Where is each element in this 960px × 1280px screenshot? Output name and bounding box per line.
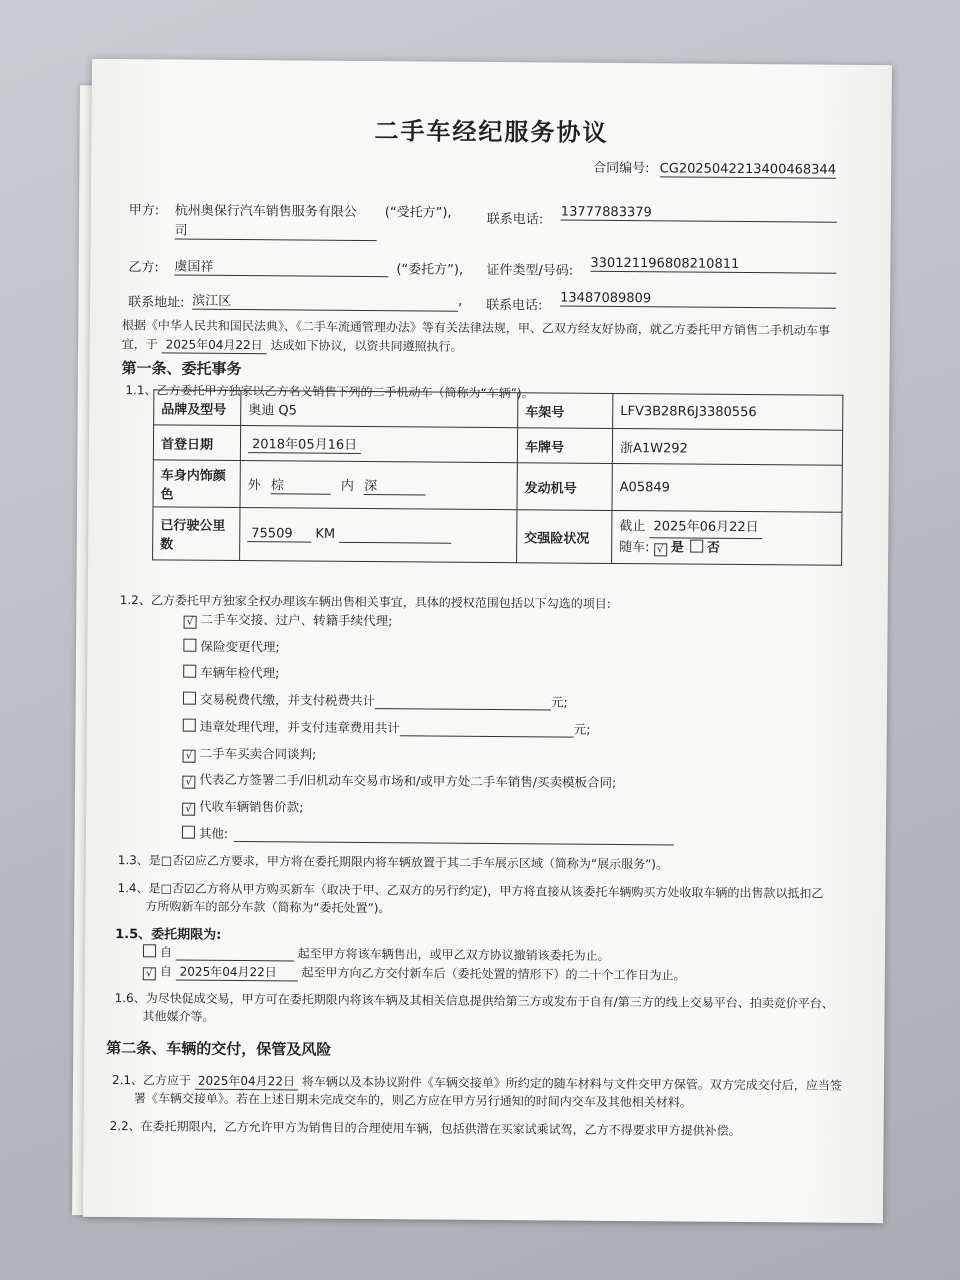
exterior-label: 外 [247,478,261,494]
checklist-item [183,716,591,737]
document-title: 二手车经纪服务协议 [374,117,609,147]
party-b-phone-label: 联系电话: [486,297,543,314]
party-b-address: 滨江区 [192,290,458,312]
clause-2-1-prefix: 2.1、乙方应于 [111,1073,192,1088]
checklist-item [182,743,316,763]
checklist-checkbox[interactable] [183,692,196,705]
brand-label: 品牌及型号 [154,390,241,426]
follow-label: 随车: [619,539,650,555]
term-b-date: 2025年04月22日 [176,963,298,982]
follow-row [619,538,834,560]
section-1-title: 第一条、委托事务 [121,359,242,379]
clause-2-1-date: 2025年04月22日 [195,1072,298,1091]
table-row [153,460,842,512]
clause-1-5-title: 1.5、委托期限为: [115,927,222,943]
checklist-item [182,823,674,845]
interior-color: 深 [364,475,426,495]
mileage-label: 已行驶公里数 [153,507,240,561]
term-option-b [143,962,686,984]
clause-2-1-line2: 署《车辆交接单》。若在上述日期未完成交车的，则乙方应在甲方另行通知的时间内交车及其他相关材料。 [133,1091,692,1110]
intro-prefix: 宜，于 [121,337,158,352]
checklist-checkbox[interactable]: √ [182,776,195,789]
section-2-title: 第二条、车辆的交付，保管及风险 [106,1039,332,1059]
checklist-label: 代表乙方签署二手/旧机动车交易市场和/或甲方处二手车销售/买卖模板合同; [199,771,617,791]
clause-1-6-line1: 1.6、为尽快促成交易，甲方可在委托期限内将该车辆及其相关信息提供给第三方或发布于自有/第三方的线上交易平台、拍卖竞价平台、 [114,991,834,1011]
term-b-text: 起至甲方向乙方交付新车后（委托处置的情形下）的二十个工作日为止。 [301,965,686,983]
address-label: 联系地址: [128,295,185,311]
engine-value: A05849 [612,463,842,512]
term-option-a [143,943,610,964]
vin-label: 车架号 [518,393,613,429]
term-a-date [176,946,294,962]
intro-line-2 [122,335,463,356]
color-label: 车身内饰颜色 [153,460,240,508]
clause-1-4-line2: 方所购新车的部分车款（简称为“委托处置”)。 [145,899,391,916]
checklist-item [182,796,303,816]
term-a-text: 起至甲方将该车辆售出，或甲乙双方协议撤销该委托为止。 [297,946,610,963]
party-b-id: 330121196808210811 [590,256,836,274]
other-blank[interactable] [234,826,674,845]
intro-date: 2025年04月22日 [162,335,267,354]
checklist-item [184,610,393,631]
contract-number [593,157,836,179]
engine-label: 发动机号 [517,463,612,511]
checklist-label: 保险变更代理; [200,638,280,655]
follow-yes-label: 是 [670,539,684,556]
checklist-label: 交易税费代缴，并支付税费共计 [199,691,376,709]
mileage-unit: KM [315,526,336,542]
party-b-role: (“委托方”), [396,262,464,278]
amount-unit: 元; [550,694,568,710]
checklist-checkbox[interactable] [182,825,195,838]
party-b-id-label: 证件类型/号码: [486,262,574,279]
checklist-checkbox[interactable]: √ [182,749,195,762]
contract-page [83,59,892,1223]
party-b-phone: 13487089809 [560,291,836,309]
amount-unit: 元; [573,721,591,737]
vin-value: LFV3B28R6J3380556 [613,393,843,430]
checklist-item [182,770,616,792]
checklist-label: 二手车买卖合同谈判; [199,745,317,762]
checklist-label: 代收车辆销售价款; [199,798,304,815]
reg-date-value: 2018年05月16日 [248,433,361,454]
color-cell [240,461,517,510]
follow-no-checkbox[interactable] [690,539,703,552]
address-comma: , [458,293,463,309]
clause-1-1: 1.1、乙方委托甲方独家以乙方名义销售下列的二手机动车（简称为“车辆”)。 [125,383,534,401]
party-a-role: (“受托方”), [384,205,452,221]
reg-date-label: 首登日期 [153,425,240,461]
contract-number-label: 合同编号: [593,160,650,177]
follow-no-label: 否 [706,540,720,556]
follow-yes-checkbox[interactable]: √ [654,543,667,556]
plate-value: 浙A1W292 [612,428,842,465]
clause-2-1-suffix: 将车辆以及本协议附件《车辆交接单》所约定的随车材料与文件交甲方保管。双方完成交付后，应当签 [301,1074,842,1093]
mileage-cell [240,508,517,563]
checklist-checkbox[interactable] [183,665,196,678]
term-b-checkbox[interactable]: √ [143,967,156,980]
checklist-label: 违章处理代理，并支付违章费用共计 [199,718,400,736]
clause-1-2: 1.2、乙方委托甲方独家全权办理该车辆出售相关事宜，具体的授权范围包括以下勾选的项目: [119,593,611,611]
checklist-label: 二手车交接、过户、转籍手续代理; [200,611,393,629]
checklist-checkbox[interactable] [183,638,196,651]
insurance-until-label: 截止 [619,518,646,534]
term-a-from: 自 [159,945,173,960]
checklist-checkbox[interactable]: √ [184,616,197,629]
checklist-label: 其他: [198,825,229,841]
checklist-item [183,636,279,655]
checklist-label: 车辆年检代理; [200,665,280,681]
clause-1-6-line2: 其他媒介等。 [142,1009,215,1024]
clause-1-3: 1.3、是□否☑应乙方要求，甲方将在委托期限内将车辆放置于其二手车展示区域（简称为“展示服务”)。 [117,853,669,872]
term-b-from: 自 [159,964,172,979]
checklist-item [183,690,568,711]
intro-line-1: 根据《中华人民共和国民法典》、《二手车流通管理办法》等有关法律法规，甲、乙双方经友好协商，就乙方委托甲方销售二手机动车事 [121,318,830,338]
checklist-checkbox[interactable] [183,718,196,731]
brand-value: 奥迪 Q5 [241,391,518,428]
table-row [154,390,843,430]
amount-blank[interactable] [375,693,551,710]
insurance-until-date: 2025年06月22日 [649,517,762,539]
contract-number-value: CG2025042213400468344 [659,161,837,178]
table-row [153,425,842,465]
insurance-cell [612,510,842,565]
party-a-phone-label: 联系电话: [486,211,544,228]
term-a-checkbox[interactable] [143,944,156,957]
vehicle-info-table [152,389,843,565]
plate-label: 车牌号 [517,428,612,464]
interior-label: 内 [340,478,355,494]
insurance-label: 交强险状况 [517,510,612,564]
party-a-name-line2: 司 [175,220,377,242]
checklist-item [183,663,279,682]
party-b-name: 虞国祥 [174,256,388,278]
mileage-value: 75509 [247,526,311,543]
clause-2-2: 2.2、在委托期限内，乙方允许甲方为销售目的合理使用车辆，包括供潜在买家试乘试驾，乙方不得要求甲方提供补偿。 [109,1119,741,1138]
checklist-checkbox[interactable]: √ [182,802,195,815]
mileage-blank [339,527,451,544]
exterior-color: 棕 [271,474,331,494]
amount-blank[interactable] [400,720,574,737]
table-row [153,507,842,565]
clause-1-4-line1: 1.4、是□否☑乙方将从甲方购买新车（取决于甲、乙双方的另行约定)，甲方将直接从该委托车辆购买方处收取车辆的出售款以抵扣乙 [117,881,824,901]
intro-suffix: 达成如下协议，以资共同遵照执行。 [270,338,463,354]
party-a-label: 甲方: [128,203,160,219]
reg-date-cell [240,426,517,463]
party-b-label: 乙方: [128,260,159,276]
party-a-name-line1: 杭州奥保行汽车销售服务有限公 [174,203,357,220]
party-a-phone: 13777883379 [561,205,837,223]
insurance-until-row [619,517,834,540]
